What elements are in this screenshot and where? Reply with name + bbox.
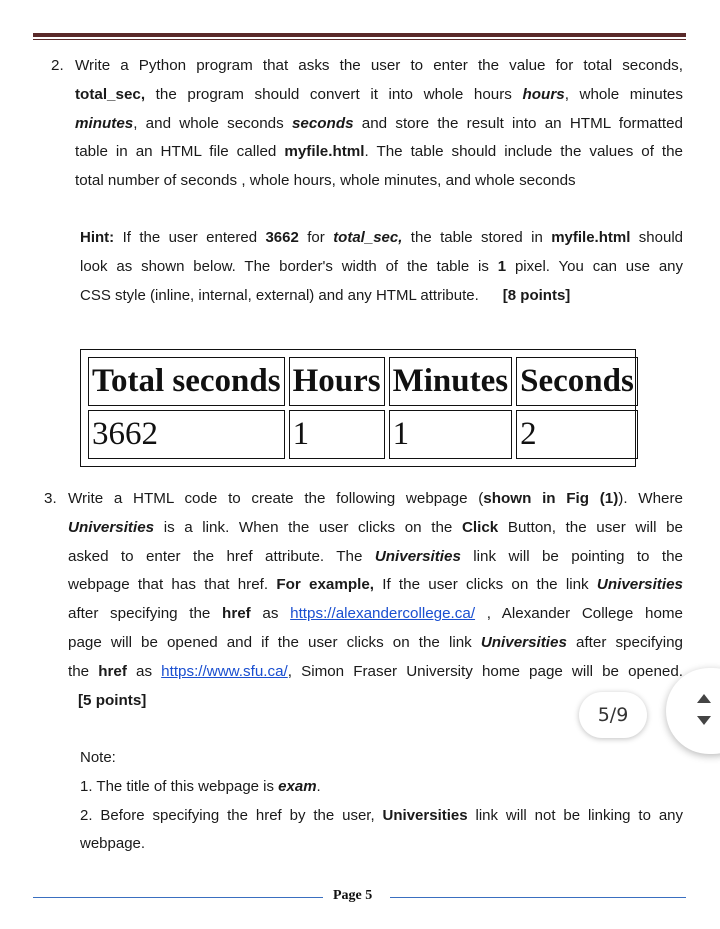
q3-line-7: the href as https://www.sfu.ca/, Simon Fraser University home page will be opened. <box>68 662 683 680</box>
link-alexander-college[interactable]: https://alexandercollege.ca/ <box>290 605 476 623</box>
hint-line-1: Hint: If the user entered 3662 for total_sec, the table stored in myfile.html should <box>80 229 684 246</box>
question-number: 3. <box>44 490 57 507</box>
q2-line-4: table in an HTML file called myfile.html. The table should include the values of the <box>75 143 684 161</box>
scroll-up-icon[interactable] <box>697 694 711 703</box>
var-total-sec: total_sec, <box>75 85 146 103</box>
table-cell: 2 <box>516 410 638 459</box>
var-seconds: seconds <box>291 114 354 132</box>
note-item-2: 2. Before specifying the href by the user, Universities link will not be linking to any <box>80 806 683 824</box>
q3-points: [5 points] <box>78 691 147 709</box>
scroll-down-icon[interactable] <box>697 716 711 725</box>
page-indicator: 5/9 <box>579 692 647 738</box>
table-header: Seconds <box>516 357 638 406</box>
note-title: Note: <box>80 749 116 766</box>
question-3 <box>44 485 684 715</box>
q3-line-2: Universities is a link. When the user clicks on the Click Button, the user will be <box>68 518 683 536</box>
table-header: Minutes <box>389 357 513 406</box>
q3-line-3: asked to enter the href attribute. The Universities link will be pointing to the <box>68 547 684 565</box>
q3-line-5: after specifying the href as https://alexandercollege.ca/ , Alexander College home <box>68 605 683 623</box>
q2-line-2: total_sec, the program should convert it into whole hours hours, whole minutes <box>75 85 683 103</box>
table-cell: 1 <box>389 410 513 459</box>
note-item-2-cont: webpage. <box>80 835 146 853</box>
question-2 <box>51 52 684 196</box>
var-hours: hours <box>522 85 565 103</box>
q3-line-4: webpage that has that href. For example, If the user clicks on the link Universities <box>68 576 683 594</box>
table-cell: 1 <box>289 410 385 459</box>
hint-block <box>80 224 683 310</box>
question-number: 2. <box>51 57 64 74</box>
q2-line-1: Write a Python program that asks the user to enter the value for total seconds, <box>75 57 683 74</box>
hint-line-2: look as shown below. The border's width of the table is 1 pixel. You can use any <box>80 257 684 275</box>
q3-line-1: Write a HTML code to create the following webpage (shown in Fig (1)). Where <box>68 490 683 507</box>
table-header: Total seconds <box>88 357 285 406</box>
footer-rule-left <box>33 897 323 898</box>
hint-line-3: CSS style (inline, internal, external) and any HTML attribute. [8 points] <box>80 286 571 304</box>
var-minutes: minutes <box>75 114 134 132</box>
q2-line-3: minutes, and whole seconds seconds and store the result into an HTML formatted <box>75 114 683 132</box>
q3-line-6: page will be opened and if the user clicks on the link Universities after specifying <box>68 633 683 651</box>
table-row <box>88 410 638 459</box>
page-footer: Page 5 <box>333 888 373 903</box>
note-block <box>80 744 683 859</box>
footer-rule-right <box>390 897 686 898</box>
example-table <box>80 349 636 467</box>
link-sfu[interactable]: https://www.sfu.ca/ <box>161 662 288 680</box>
table-cell: 3662 <box>88 410 285 459</box>
filename: myfile.html <box>284 143 365 161</box>
note-item-1: 1. The title of this webpage is exam. <box>80 777 321 795</box>
top-rule-thick <box>33 33 686 37</box>
table-header-row <box>88 357 638 406</box>
points-badge: [8 points] <box>502 286 571 304</box>
table-header: Hours <box>289 357 385 406</box>
q2-line-5: total number of seconds , whole hours, whole minutes, and whole seconds <box>75 172 576 190</box>
top-rule-thin <box>33 39 686 40</box>
